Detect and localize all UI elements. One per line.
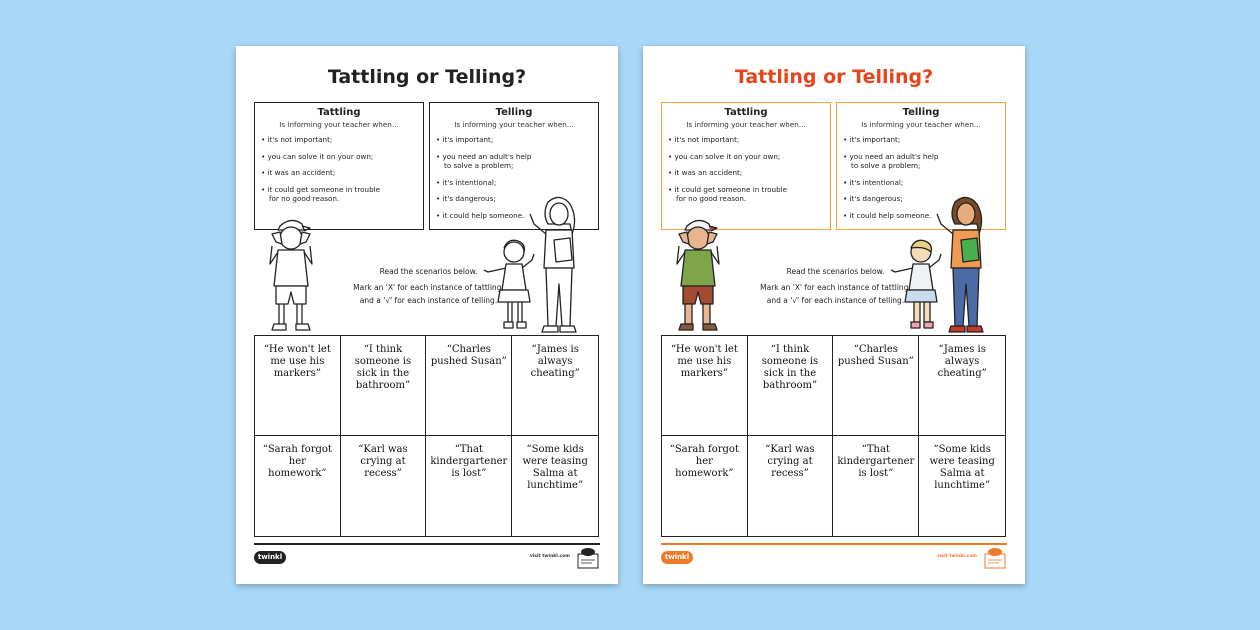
boy-covering-ears-illustration (665, 212, 731, 334)
worksheet-title: Tattling or Telling? (327, 66, 527, 88)
instructions (723, 265, 948, 307)
tattling-item: • it could get someone in trouble for no good reason. (261, 185, 417, 204)
scenario-cell: “Some kids were teasing Salma at lunchtime” (522, 444, 588, 491)
tattling-item: • it's not important; (668, 135, 824, 145)
worksheet-colour (643, 46, 1025, 584)
telling-item: • it could help someone. (843, 211, 999, 221)
worksheet-title: Tattling or Telling? (734, 66, 934, 88)
scenario-cell: “Charles pushed Susan” (833, 336, 919, 436)
tattling-item: • it was an accident; (668, 168, 824, 178)
telling-item: • it's dangerous; (436, 194, 592, 204)
tattling-item: • it was an accident; (261, 168, 417, 178)
telling-subheading: Is informing your teacher when... (861, 120, 981, 129)
planit-badge-icon (576, 546, 600, 570)
telling-subheading: Is informing your teacher when... (454, 120, 574, 129)
scenario-cell: “He won't let me use his markers” (662, 336, 748, 436)
telling-item: • you need an adult's help to solve a problem; (843, 152, 999, 171)
scenario-cell: “I think someone is sick in the bathroom” (748, 336, 834, 436)
footer-url: visit twinkl.com (936, 554, 977, 559)
instructions-line: and a '√' for each instance of telling. (359, 296, 498, 305)
tattling-definition-box (254, 102, 424, 230)
telling-item: • it's intentional; (843, 178, 999, 188)
scenario-cell: “Karl was crying at recess” (341, 436, 427, 536)
scenario-cell: “He won't let me use his markers” (255, 336, 341, 436)
tattling-subheading: Is informing your teacher when... (686, 120, 806, 129)
tattling-item: • you can solve it on your own; (261, 152, 417, 162)
instructions-line: and a '√' for each instance of telling. (766, 296, 905, 305)
tattling-item: • you can solve it on your own; (668, 152, 824, 162)
scenario-cell: “That kindergartener is lost” (426, 436, 512, 536)
telling-item: • it's dangerous; (843, 194, 999, 204)
scenario-cell: “I think someone is sick in the bathroom” (341, 336, 427, 436)
scenario-cell: “Sarah forgot her homework” (662, 436, 748, 536)
scenario-cell: “James is always cheating” (512, 336, 598, 436)
tattling-item: • it could get someone in trouble for no good reason. (668, 185, 824, 204)
telling-heading: Telling (495, 107, 533, 118)
instructions (316, 265, 541, 307)
boy-covering-ears-illustration (258, 212, 324, 334)
telling-heading: Telling (902, 107, 940, 118)
tattling-heading: Tattling (724, 107, 768, 118)
telling-item: • it could help someone. (436, 211, 592, 221)
tattling-subheading: Is informing your teacher when... (279, 120, 399, 129)
scenario-cell: “Sarah forgot her homework” (255, 436, 341, 536)
telling-item: • it's important; (436, 135, 592, 145)
tattling-item: • it's not important; (261, 135, 417, 145)
instructions-line: Mark an 'X' for each instance of tattling, (760, 283, 911, 292)
tattling-heading: Tattling (317, 107, 361, 118)
footer-divider (661, 543, 1007, 545)
instructions-line: Mark an 'X' for each instance of tattling, (353, 283, 504, 292)
footer-url: visit twinkl.com (529, 554, 570, 559)
tattling-definition-box (661, 102, 831, 230)
telling-item: • it's important; (843, 135, 999, 145)
telling-item: • it's intentional; (436, 178, 592, 188)
instructions-line: Read the scenarios below. (379, 267, 478, 276)
planit-badge-icon (983, 546, 1007, 570)
scenario-cell: “Charles pushed Susan” (426, 336, 512, 436)
scenario-cell: “James is always cheating” (919, 336, 1005, 436)
instructions-line: Read the scenarios below. (786, 267, 885, 276)
scenario-cell: “That kindergartener is lost” (833, 436, 919, 536)
twinkl-logo: twinkl (661, 551, 693, 564)
worksheet-black-white (236, 46, 618, 584)
scenario-grid (661, 335, 1006, 537)
twinkl-logo: twinkl (254, 551, 286, 564)
scenario-cell: “Some kids were teasing Salma at lunchtime” (929, 444, 995, 491)
scenario-cell: “Karl was crying at recess” (748, 436, 834, 536)
scenario-grid (254, 335, 599, 537)
footer-divider (254, 543, 600, 545)
telling-item: • you need an adult's help to solve a problem; (436, 152, 592, 171)
